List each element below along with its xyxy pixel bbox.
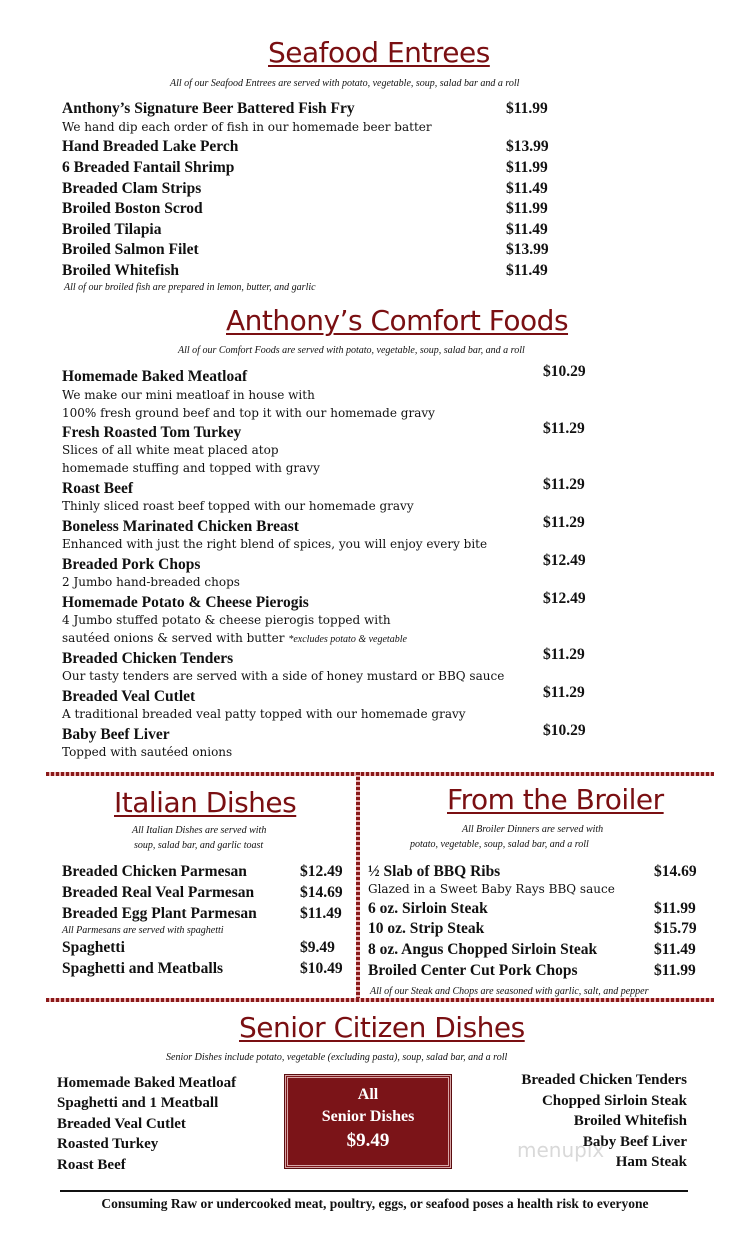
italian-item-price: $10.49 (300, 960, 343, 977)
divider-top (46, 772, 714, 776)
seafood-item-name: Breaded Clam Strips (62, 180, 202, 197)
comfort-item-name: Fresh Roasted Tom Turkey (62, 424, 242, 441)
seafood-item-price: $13.99 (506, 138, 549, 155)
broiler-item-name: 6 oz. Sirloin Steak (368, 900, 488, 917)
broiler-title: From the Broiler (447, 783, 664, 816)
broiler-item-price: $15.79 (654, 920, 697, 937)
comfort-item-price: $12.49 (543, 552, 586, 569)
broiler-item-name: Broiled Center Cut Pork Chops (368, 962, 578, 979)
comfort-item-desc (62, 631, 407, 645)
senior-right-item: Ham Steak (615, 1154, 687, 1170)
comfort-item-name: Homemade Potato & Cheese Pierogis (62, 594, 309, 611)
senior-box-price: $9.49 (346, 1130, 390, 1151)
senior-left-item: Spaghetti and 1 Meatball (57, 1095, 219, 1111)
comfort-item-desc: 100% fresh ground beef and top it with our homemade gravy (62, 406, 435, 420)
broiler-note: All Broiler Dinners are served with (462, 824, 604, 835)
broiler-note: potato, vegetable, soup, salad bar, and a roll (410, 839, 589, 850)
seafood-item-name: Broiled Whitefish (62, 262, 179, 279)
broiler-item-name: 8 oz. Angus Chopped Sirloin Steak (368, 941, 598, 958)
senior-right-item: Baby Beef Liver (582, 1134, 687, 1150)
broiler-item-name: ½ Slab of BBQ Ribs (368, 863, 501, 880)
comfort-item-desc: Thinly sliced roast beef topped with our homemade gravy (62, 499, 414, 513)
comfort-item-desc: homemade stuffing and topped with gravy (62, 461, 320, 475)
seafood-item-name: 6 Breaded Fantail Shrimp (62, 159, 235, 176)
health-warning: Consuming Raw or undercooked meat, poultry, eggs, or seafood poses a health risk to everyone (101, 1196, 649, 1211)
broiler-item-desc: Glazed in a Sweet Baby Rays BBQ sauce (368, 882, 615, 896)
comfort-item-name: Breaded Pork Chops (62, 556, 201, 573)
seafood-item-price: $11.49 (506, 262, 548, 279)
senior-left-item: Roasted Turkey (57, 1136, 159, 1152)
comfort-item-price: $12.49 (543, 590, 586, 607)
senior-left-item: Homemade Baked Meatloaf (57, 1075, 237, 1091)
comfort-item-desc: 4 Jumbo stuffed potato & cheese pierogis topped with (62, 613, 391, 627)
italian-item-name: Breaded Chicken Parmesan (62, 863, 247, 880)
comfort-item-desc: Our tasty tenders are served with a side of honey mustard or BBQ sauce (62, 669, 505, 683)
italian-item-name: Spaghetti (62, 939, 125, 956)
seafood-item-price: $11.99 (506, 159, 548, 176)
seafood-footnote: All of our broiled fish are prepared in lemon, butter, and garlic (64, 282, 316, 293)
broiler-item-price: $11.49 (654, 941, 696, 958)
comfort-item-price: $10.29 (543, 363, 586, 380)
comfort-item-price: $11.29 (543, 646, 585, 663)
senior-box-line1: All (357, 1086, 379, 1103)
seafood-item-price: $11.99 (506, 100, 548, 117)
italian-mid-note: All Parmesans are served with spaghetti (62, 925, 224, 936)
footer-rule (60, 1190, 688, 1192)
comfort-item-desc: We make our mini meatloaf in house with (62, 388, 315, 402)
italian-note: All Italian Dishes are served with (132, 825, 267, 836)
senior-box-line2: Senior Dishes (321, 1108, 415, 1125)
comfort-item-desc-text: sautéed onions & served with butter (62, 631, 285, 645)
italian-item-price: $9.49 (300, 939, 335, 956)
senior-left-item: Breaded Veal Cutlet (57, 1116, 186, 1132)
seafood-item-price: $11.49 (506, 180, 548, 197)
seafood-item-price: $11.99 (506, 200, 548, 217)
divider-bottom (46, 998, 714, 1002)
senior-right-item: Chopped Sirloin Steak (541, 1093, 687, 1109)
broiler-item-price: $11.99 (654, 962, 696, 979)
seafood-item-price: $13.99 (506, 241, 549, 258)
broiler-footnote: All of our Steak and Chops are seasoned with garlic, salt, and pepper (370, 986, 649, 997)
comfort-item-desc: Enhanced with just the right blend of spices, you will enjoy every bite (62, 537, 488, 551)
comfort-item-exclusion-note: *excludes potato & vegetable (288, 634, 407, 645)
italian-title: Italian Dishes (114, 786, 297, 819)
comfort-item-price: $11.29 (543, 476, 585, 493)
senior-note: Senior Dishes include potato, vegetable (excluding pasta), soup, salad bar, and a roll (166, 1052, 508, 1063)
comfort-item-name: Roast Beef (62, 480, 134, 497)
italian-note: soup, salad bar, and garlic toast (134, 840, 264, 851)
comfort-item-desc: 2 Jumbo hand-breaded chops (62, 575, 240, 589)
seafood-item-name: Anthony’s Signature Beer Battered Fish Fry (62, 100, 355, 117)
comfort-item-price: $11.29 (543, 684, 585, 701)
comfort-note: All of our Comfort Foods are served with potato, vegetable, soup, salad bar, and a roll (178, 345, 525, 356)
italian-item-price: $14.69 (300, 884, 343, 901)
divider-vertical (356, 772, 360, 1000)
senior-right-item: Breaded Chicken Tenders (521, 1072, 687, 1088)
broiler-item-price: $14.69 (654, 863, 697, 880)
watermark-logo: menupix (517, 1138, 605, 1162)
comfort-item-price: $10.29 (543, 722, 586, 739)
seafood-item-price: $11.49 (506, 221, 548, 238)
comfort-item-name: Breaded Chicken Tenders (62, 650, 234, 667)
italian-item-price: $11.49 (300, 905, 342, 922)
seafood-item-name: Broiled Tilapia (62, 221, 162, 238)
broiler-item-price: $11.99 (654, 900, 696, 917)
comfort-item-desc: A traditional breaded veal patty topped with our homemade gravy (62, 707, 466, 721)
comfort-item-price: $11.29 (543, 420, 585, 437)
comfort-item-name: Breaded Veal Cutlet (62, 688, 196, 705)
senior-price-box (285, 1075, 451, 1168)
italian-item-name: Spaghetti and Meatballs (62, 960, 224, 977)
comfort-item-name: Homemade Baked Meatloaf (62, 368, 248, 385)
seafood-item-name: Broiled Boston Scrod (62, 200, 203, 217)
comfort-item-name: Baby Beef Liver (62, 726, 170, 743)
seafood-item-name: Broiled Salmon Filet (62, 241, 199, 258)
senior-right-item: Broiled Whitefish (573, 1113, 687, 1129)
seafood-item-desc: We hand dip each order of fish in our homemade beer batter (62, 120, 432, 134)
comfort-item-desc: Topped with sautéed onions (62, 745, 233, 759)
comfort-item-desc: Slices of all white meat placed atop (62, 443, 279, 457)
seafood-item-name: Hand Breaded Lake Perch (62, 138, 239, 155)
senior-title: Senior Citizen Dishes (239, 1011, 525, 1044)
comfort-item-price: $11.29 (543, 514, 585, 531)
italian-item-price: $12.49 (300, 863, 343, 880)
italian-item-name: Breaded Egg Plant Parmesan (62, 905, 257, 922)
seafood-note: All of our Seafood Entrees are served with potato, vegetable, soup, salad bar and a roll (170, 78, 520, 89)
seafood-title: Seafood Entrees (268, 36, 490, 69)
italian-item-name: Breaded Real Veal Parmesan (62, 884, 255, 901)
comfort-item-name: Boneless Marinated Chicken Breast (62, 518, 299, 535)
broiler-item-name: 10 oz. Strip Steak (368, 920, 485, 937)
comfort-title: Anthony’s Comfort Foods (226, 304, 569, 337)
senior-left-item: Roast Beef (57, 1157, 126, 1173)
